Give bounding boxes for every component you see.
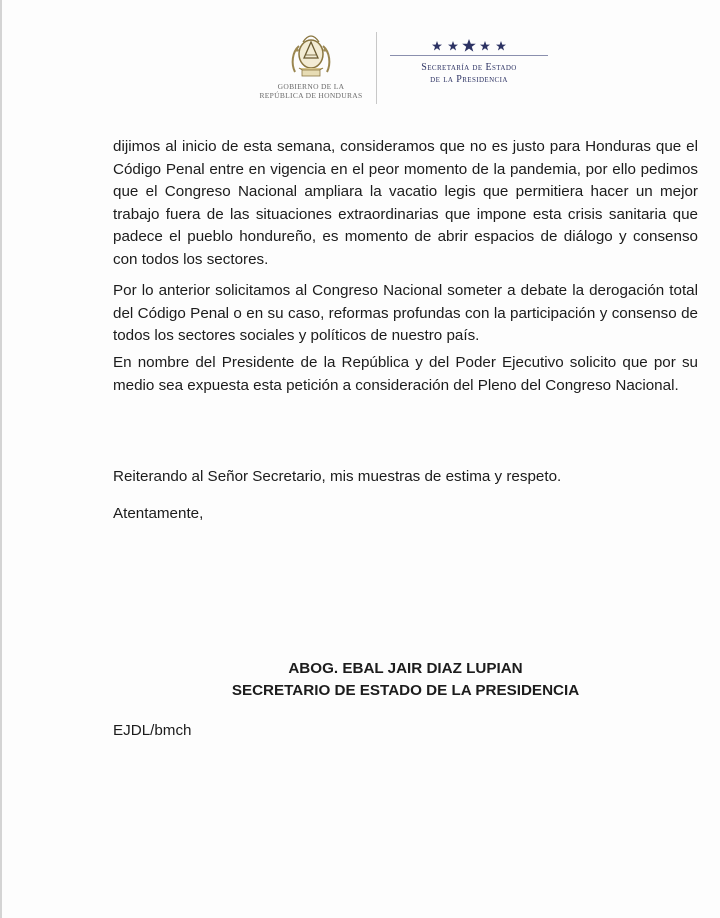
signature-block [113,658,698,702]
ministry-line-1: Secretaría de Estado [421,62,517,73]
body-paragraph-3: En nombre del Presidente de la República y del Poder Ejecutivo solicito que por su medio sea expuesta esta petición a consideración del Pleno del Congreso Nacional. [113,354,698,394]
signatory-title: SECRETARIO DE ESTADO DE LA PRESIDENCIA [231,682,580,699]
government-line-1: GOBIERNO DE LA [277,82,345,91]
body-paragraph-1: dijimos al inicio de esta semana, consideramos que no es justo para Honduras que el Código Penal entre en vigencia en el peor momento de la pandemia, por ello pedimos que el Congreso Nacional ampliara la vacatio legis que permitiera hacer un mejor trabajo fuera de las situaciones extraordinarias que impone esta crisis sanitaria que padece el pueblo hondureño, es momento de abrir espacios de diálogo y consenso con todos los sectores. [113,138,698,268]
sign-off: Atentamente, [113,505,204,522]
header-divider [376,32,377,104]
ministry-line-2: de la Presidencia [430,74,508,85]
signatory-name: ABOG. EBAL JAIR DIAZ LUPIAN [288,660,523,677]
ministry-rule [390,55,548,56]
ministry-name [384,62,554,86]
government-name [252,82,370,100]
government-logo [252,28,370,100]
page-edge [0,0,2,918]
closing-line: Reiterando al Señor Secretario, mis muestras de estima y respeto. [113,468,562,485]
five-stars-icon [427,38,511,52]
government-line-2: REPÚBLICA DE HONDURAS [259,91,363,100]
reference-initials: EJDL/bmch [113,722,192,739]
ministry-logo [384,38,554,86]
body-paragraph-2: Por lo anterior solicitamos al Congreso Nacional someter a debate la derogación total del Código Penal o en su caso, reformas profundas con la participación y consenso de todos los sectores sociales y políticos de nuestro país. [113,282,698,344]
honduras-coat-of-arms-icon [283,28,339,80]
